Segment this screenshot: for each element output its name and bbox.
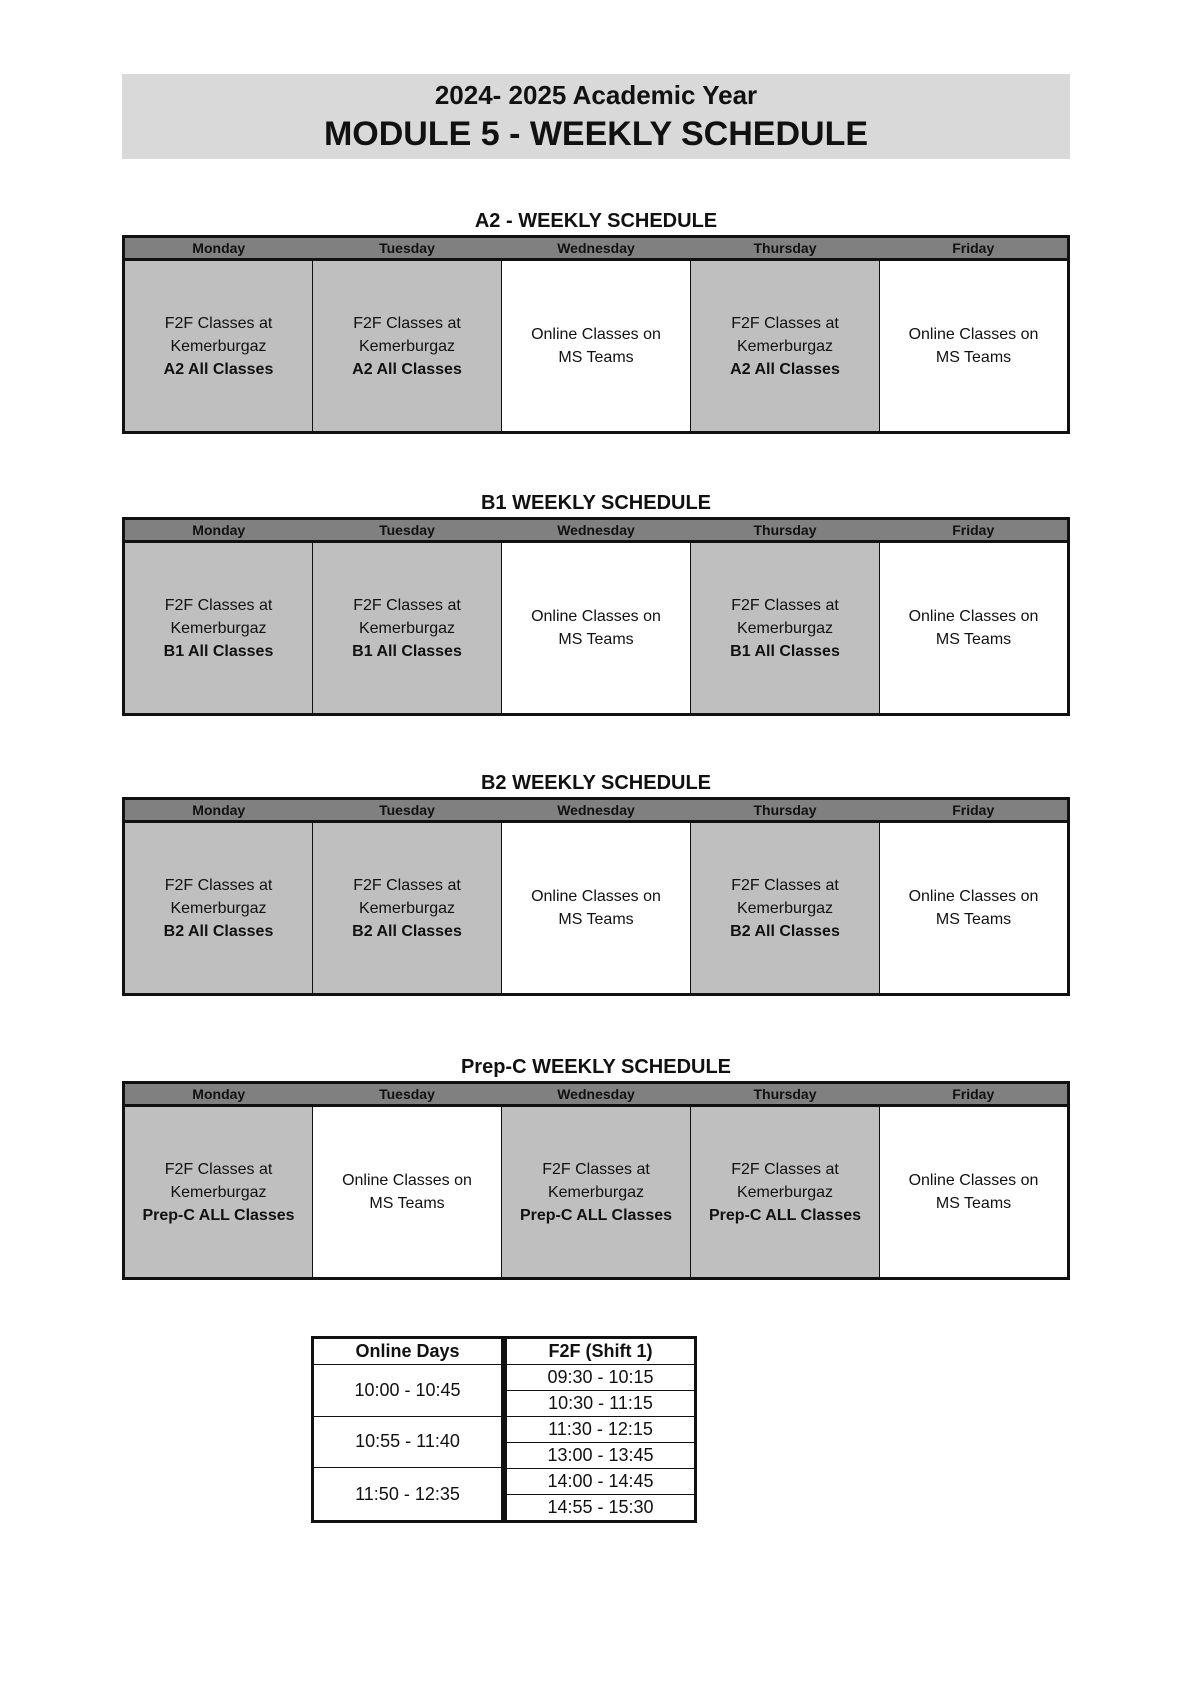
online-cell	[880, 1106, 1069, 1279]
f2f-cell	[124, 822, 313, 995]
cell-text: Online Classes on	[342, 1172, 472, 1189]
day-header: Wednesday	[502, 237, 691, 260]
cell-text: Kemerburgaz	[736, 899, 834, 917]
page-header	[122, 74, 1070, 159]
f2f-cell	[313, 822, 502, 995]
day-header: Monday	[124, 799, 313, 822]
time-slot: 09:30 - 10:15	[506, 1365, 696, 1391]
cell-text: Kemerburgaz	[736, 337, 834, 355]
f2f-shift-header: F2F (Shift 1)	[506, 1338, 696, 1365]
day-header: Tuesday	[313, 1083, 502, 1106]
f2f-cell	[691, 542, 880, 715]
cell-text: MS Teams	[558, 349, 634, 366]
time-slot: 10:55 - 11:40	[313, 1416, 503, 1468]
class-group-label: Prep-C ALL Classes	[708, 1206, 862, 1224]
f2f-cell	[691, 822, 880, 995]
day-header: Thursday	[691, 1083, 880, 1106]
schedule-table	[122, 517, 1070, 716]
day-header: Thursday	[691, 799, 880, 822]
online-cell	[880, 822, 1069, 995]
cell-text: F2F Classes at	[353, 314, 461, 332]
cell-text: F2F Classes at	[164, 596, 273, 614]
f2f-shift-table	[504, 1336, 697, 1523]
online-cell	[880, 542, 1069, 715]
day-header: Friday	[880, 799, 1069, 822]
class-group-label: Prep-C ALL Classes	[519, 1206, 673, 1224]
cell-text: Online Classes on	[908, 888, 1039, 905]
cell-text: MS Teams	[935, 349, 1012, 366]
online-cell	[502, 260, 691, 433]
day-header: Friday	[880, 1083, 1069, 1106]
day-header: Thursday	[691, 237, 880, 260]
class-group-label: Prep-C ALL Classes	[142, 1206, 295, 1224]
time-slot: 13:00 - 13:45	[506, 1443, 696, 1469]
schedule-title: Prep-C WEEKLY SCHEDULE	[460, 1056, 732, 1078]
class-group-label: B2 All Classes	[352, 922, 462, 940]
cell-text: F2F Classes at	[542, 1160, 650, 1178]
day-header: Monday	[124, 1083, 313, 1106]
time-slot: 14:55 - 15:30	[506, 1495, 696, 1522]
cell-text: Kemerburgaz	[170, 619, 267, 637]
day-header: Friday	[880, 519, 1069, 542]
schedule-section	[122, 770, 1070, 996]
cell-text: Kemerburgaz	[170, 1183, 267, 1201]
day-header: Wednesday	[502, 1083, 691, 1106]
schedule-title: B2 WEEKLY SCHEDULE	[480, 772, 712, 794]
class-group-label: A2 All Classes	[730, 360, 840, 378]
cell-text: Kemerburgaz	[358, 899, 456, 917]
cell-text: Kemerburgaz	[547, 1183, 645, 1201]
cell-text: Online Classes on	[908, 326, 1039, 343]
day-header: Tuesday	[313, 237, 502, 260]
day-header: Wednesday	[502, 799, 691, 822]
cell-text: Online Classes on	[531, 326, 661, 343]
schedule-table	[122, 235, 1070, 434]
day-header: Monday	[124, 519, 313, 542]
cell-text: F2F Classes at	[353, 876, 461, 894]
cell-text: MS Teams	[935, 1195, 1012, 1212]
cell-text: F2F Classes at	[164, 1160, 273, 1178]
cell-text: Kemerburgaz	[358, 337, 456, 355]
cell-text: Kemerburgaz	[170, 337, 267, 355]
f2f-cell	[124, 1106, 313, 1279]
class-group-label: B1 All Classes	[163, 642, 274, 660]
cell-text: Online Classes on	[908, 608, 1039, 625]
cell-text: MS Teams	[935, 631, 1012, 648]
schedule-table	[122, 1081, 1070, 1280]
cell-text: F2F Classes at	[353, 596, 461, 614]
cell-text: F2F Classes at	[164, 876, 273, 894]
cell-text: Kemerburgaz	[736, 619, 834, 637]
time-slot: 14:00 - 14:45	[506, 1469, 696, 1495]
academic-year: 2024- 2025 Academic Year	[434, 80, 758, 110]
cell-text: Online Classes on	[531, 888, 661, 905]
cell-text: Kemerburgaz	[170, 899, 267, 917]
online-cell	[502, 542, 691, 715]
schedule-title: B1 WEEKLY SCHEDULE	[480, 492, 712, 514]
f2f-cell	[691, 260, 880, 433]
f2f-cell	[124, 542, 313, 715]
day-header: Thursday	[691, 519, 880, 542]
f2f-cell	[313, 260, 502, 433]
cell-text: F2F Classes at	[731, 1160, 839, 1178]
class-group-label: B2 All Classes	[730, 922, 840, 940]
cell-text: F2F Classes at	[164, 314, 273, 332]
time-slot: 10:00 - 10:45	[313, 1365, 503, 1417]
cell-text: F2F Classes at	[731, 876, 839, 894]
schedule-section	[122, 1054, 1070, 1280]
class-group-label: B1 All Classes	[730, 642, 840, 660]
class-group-label: B2 All Classes	[163, 922, 274, 940]
cell-text: Kemerburgaz	[736, 1183, 834, 1201]
f2f-cell	[691, 1106, 880, 1279]
cell-text: F2F Classes at	[731, 596, 839, 614]
day-header: Tuesday	[313, 799, 502, 822]
cell-text: MS Teams	[558, 631, 634, 648]
day-header: Monday	[124, 237, 313, 260]
f2f-cell	[124, 260, 313, 433]
day-header: Wednesday	[502, 519, 691, 542]
schedule-table	[122, 797, 1070, 996]
class-group-label: B1 All Classes	[352, 642, 462, 660]
cell-text: Online Classes on	[531, 608, 661, 625]
time-tables	[311, 1336, 697, 1523]
online-days-header: Online Days	[313, 1338, 503, 1365]
time-slot: 11:30 - 12:15	[506, 1417, 696, 1443]
class-group-label: A2 All Classes	[163, 360, 274, 378]
f2f-cell	[502, 1106, 691, 1279]
cell-text: MS Teams	[369, 1195, 445, 1212]
cell-text: F2F Classes at	[731, 314, 839, 332]
cell-text: MS Teams	[558, 911, 634, 928]
cell-text: Online Classes on	[908, 1172, 1039, 1189]
page-title: MODULE 5 - WEEKLY SCHEDULE	[323, 115, 869, 153]
online-cell	[502, 822, 691, 995]
schedule-title: A2 - WEEKLY SCHEDULE	[474, 210, 718, 232]
f2f-cell	[313, 542, 502, 715]
schedule-section	[122, 208, 1070, 434]
online-days-table	[311, 1336, 504, 1523]
online-cell	[880, 260, 1069, 433]
cell-text: Kemerburgaz	[358, 619, 456, 637]
time-slot: 11:50 - 12:35	[313, 1468, 503, 1522]
day-header: Friday	[880, 237, 1069, 260]
class-group-label: A2 All Classes	[352, 360, 462, 378]
online-cell	[313, 1106, 502, 1279]
time-slot: 10:30 - 11:15	[506, 1391, 696, 1417]
schedule-section	[122, 490, 1070, 716]
day-header: Tuesday	[313, 519, 502, 542]
cell-text: MS Teams	[935, 911, 1012, 928]
